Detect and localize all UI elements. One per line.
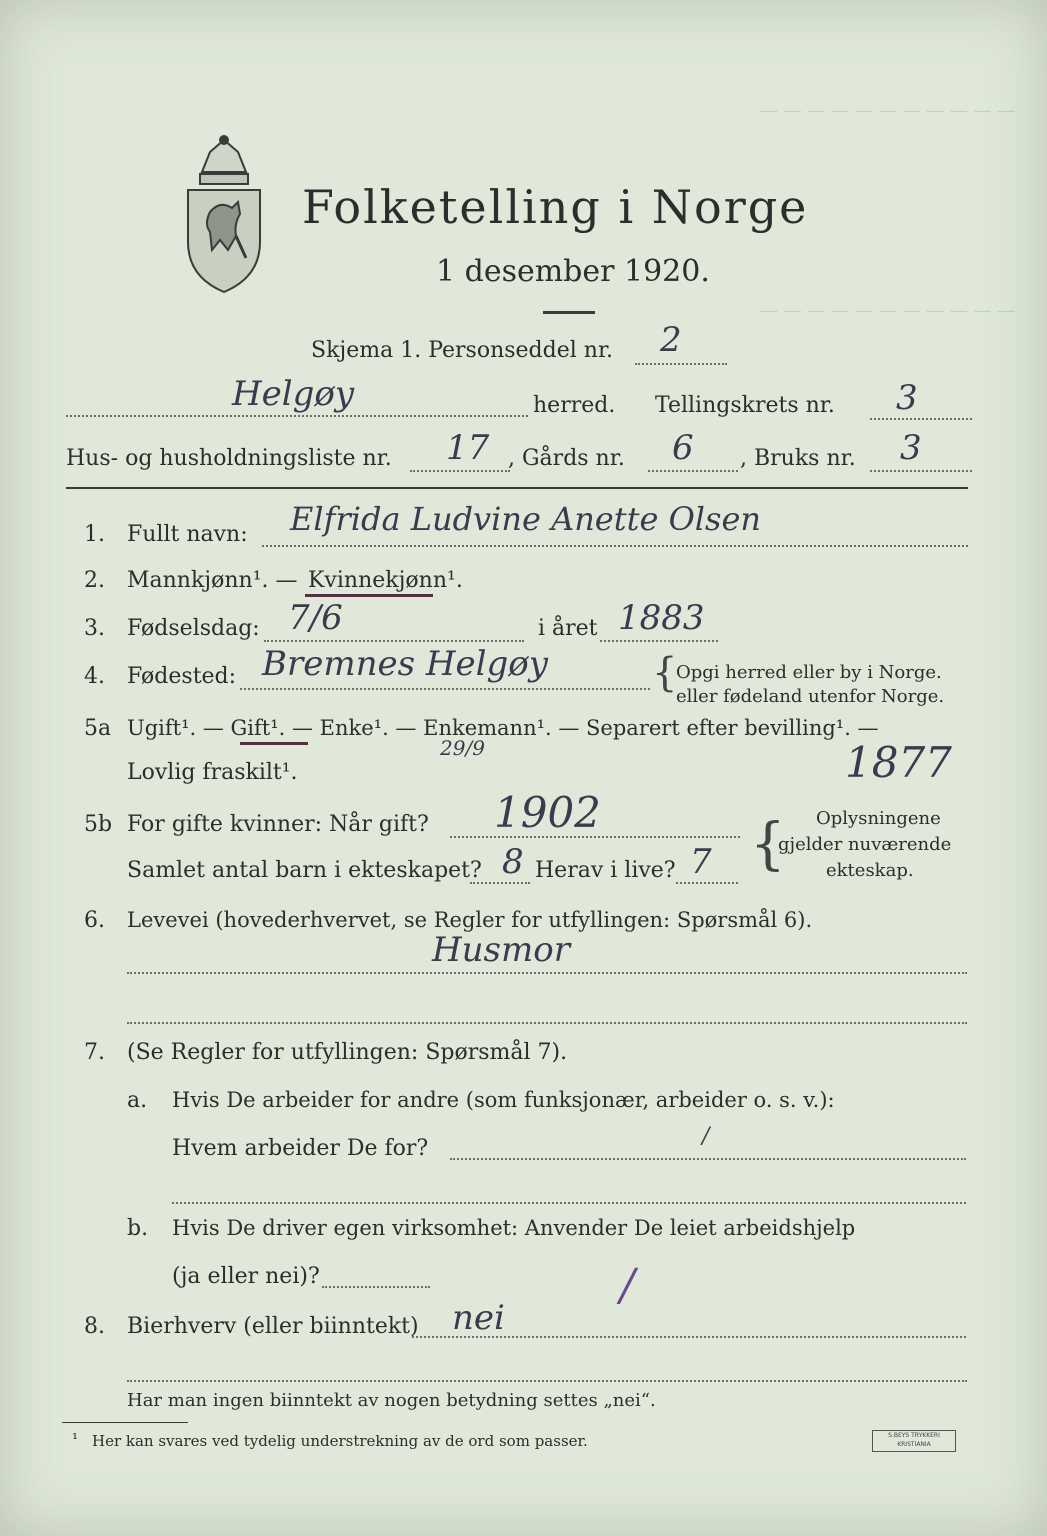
- gards-label: , Gårds nr.: [508, 446, 625, 471]
- q7-number: 7.: [84, 1040, 105, 1065]
- herred-value: Helgøy: [232, 374, 355, 414]
- q5a-handwritten-date: 29/9: [440, 736, 485, 760]
- q3-number: 3.: [84, 616, 105, 641]
- q5b-married-year-value: 1902: [494, 788, 601, 837]
- bleed-through-text: — — — — — — — — — — —: [760, 100, 1016, 121]
- tellingskrets-label: Tellingskrets nr.: [655, 393, 835, 418]
- q7b-field-line: [322, 1286, 430, 1288]
- q5a-number: 5a: [84, 716, 112, 741]
- norwegian-coat-of-arms-icon: [180, 132, 268, 297]
- q8-label: Bierhverv (eller biinntekt): [127, 1314, 419, 1339]
- header-divider: [66, 487, 968, 489]
- q3-year-label: i året: [538, 616, 598, 641]
- tellingskrets-value: 3: [896, 378, 918, 418]
- q1-full-name-value: Elfrida Ludvine Anette Olsen: [290, 500, 761, 538]
- q7a-employer-label: Hvem arbeider De for?: [172, 1136, 429, 1161]
- printer-stamp: [872, 1430, 956, 1452]
- q5b-alive-label: Herav i live?: [535, 858, 676, 883]
- q5b-number: 5b: [84, 812, 113, 837]
- hus-field-line: [410, 470, 510, 472]
- q7b-letter: b.: [127, 1216, 149, 1241]
- q5a-divorced-option: Lovlig fraskilt¹.: [127, 760, 298, 785]
- q7a-employer-value: /: [702, 1124, 710, 1149]
- gards-field-line: [648, 470, 738, 472]
- q1-number: 1.: [84, 522, 105, 547]
- q8-value: nei: [452, 1298, 505, 1338]
- q7a-letter: a.: [127, 1088, 148, 1113]
- q4-number: 4.: [84, 664, 105, 689]
- footnote-marker: ¹: [72, 1430, 79, 1448]
- q5b-alive-value: 7: [690, 842, 712, 882]
- q7a-extra-line: [172, 1202, 966, 1204]
- q2-number: 2.: [84, 568, 105, 593]
- footnote-rule: [62, 1422, 188, 1423]
- footnote-text: Her kan svares ved tydelig understrekning av de ord som passer.: [92, 1432, 588, 1450]
- q5a-handwritten-year: 1877: [845, 738, 952, 787]
- q6-number: 6.: [84, 908, 105, 933]
- q5b-alive-line: [676, 882, 738, 884]
- q7a-employer-line: [450, 1158, 966, 1160]
- page-title: Folketelling i Norge: [302, 180, 809, 234]
- q3-day-line: [264, 640, 524, 642]
- gards-value: 6: [672, 428, 694, 468]
- q4-note-1: Opgi herred eller by i Norge.: [676, 662, 942, 683]
- q6-label: Levevei (hovederhvervet, se Regler for utfyllingen: Spørsmål 6).: [127, 908, 813, 932]
- q5b-married-label: For gifte kvinner: Når gift?: [127, 812, 429, 837]
- footer-note: Har man ingen biinntekt av nogen betydning settes „nei“.: [127, 1390, 656, 1411]
- q4-birthplace-value: Bremnes Helgøy: [262, 644, 548, 684]
- q4-brace: {: [652, 650, 678, 696]
- q4-label: Fødested:: [127, 664, 237, 689]
- q5b-note-1: Oplysningene: [816, 808, 941, 829]
- hus-label: Hus- og husholdningsliste nr.: [66, 446, 392, 471]
- q5b-children-line: [470, 882, 530, 884]
- q7b-label: Hvis De driver egen virksomhet: Anvender De leiet arbeidshjelp: [172, 1216, 856, 1240]
- q8-number: 8.: [84, 1314, 105, 1339]
- census-date: 1 desember 1920.: [436, 254, 710, 289]
- q7b-yes-no-label: (ja eller nei)?: [172, 1264, 320, 1289]
- hus-value: 17: [446, 428, 490, 468]
- q5b-children-value: 8: [502, 842, 524, 882]
- printer-stamp-text: S.BEYS TRYKKERI KRISTIANIA: [888, 1432, 940, 1448]
- q3-year-value: 1883: [618, 598, 705, 638]
- q2-male-option: Mannkjønn¹. —: [127, 568, 298, 593]
- q4-field-line: [240, 688, 650, 690]
- title-divider: [543, 311, 595, 314]
- q7a-label: Hvis De arbeider for andre (som funksjonær, arbeider o. s. v.):: [172, 1088, 835, 1112]
- q5a-options: Ugift¹. — Gift¹. — Enke¹. — Enkemann¹. — Separert efter bevilling¹. —: [127, 716, 879, 740]
- q6-field-line-2: [127, 1022, 967, 1024]
- q8-extra-line: [127, 1380, 967, 1382]
- q5b-children-label: Samlet antal barn i ekteskapet?: [127, 858, 482, 883]
- bruks-field-line: [870, 470, 972, 472]
- skjema-field-line: [635, 363, 727, 365]
- q6-field-line-1: [127, 972, 967, 974]
- bleed-through-text: — — — — — — — — — — —: [760, 300, 1016, 321]
- skjema-nr-value: 2: [660, 320, 682, 360]
- q2-female-option: Kvinnekjønn¹.: [308, 568, 463, 593]
- skjema-label: Skjema 1. Personseddel nr.: [311, 338, 614, 363]
- q5b-note-3: ekteskap.: [826, 860, 914, 881]
- q4-note-2: eller fødeland utenfor Norge.: [676, 686, 945, 707]
- q3-label: Fødselsdag:: [127, 616, 260, 641]
- q6-occupation-value: Husmor: [432, 930, 570, 970]
- q5b-note-2: gjelder nuværende: [778, 834, 952, 855]
- bruks-value: 3: [900, 428, 922, 468]
- q7b-value: /: [620, 1260, 635, 1311]
- herred-label: herred.: [533, 393, 616, 418]
- q1-field-line: [262, 545, 968, 547]
- q3-year-line: [600, 640, 718, 642]
- q5b-brace: {: [750, 812, 786, 877]
- bruks-label: , Bruks nr.: [740, 446, 856, 471]
- q1-label: Fullt navn:: [127, 522, 248, 547]
- q5a-married-underline: [240, 742, 308, 745]
- q2-female-underline: [305, 594, 433, 597]
- q7-label: (Se Regler for utfyllingen: Spørsmål 7).: [127, 1040, 568, 1065]
- q3-birthday-value: 7/6: [288, 598, 343, 638]
- herred-field-line: [66, 415, 528, 417]
- tellingskrets-field-line: [870, 418, 972, 420]
